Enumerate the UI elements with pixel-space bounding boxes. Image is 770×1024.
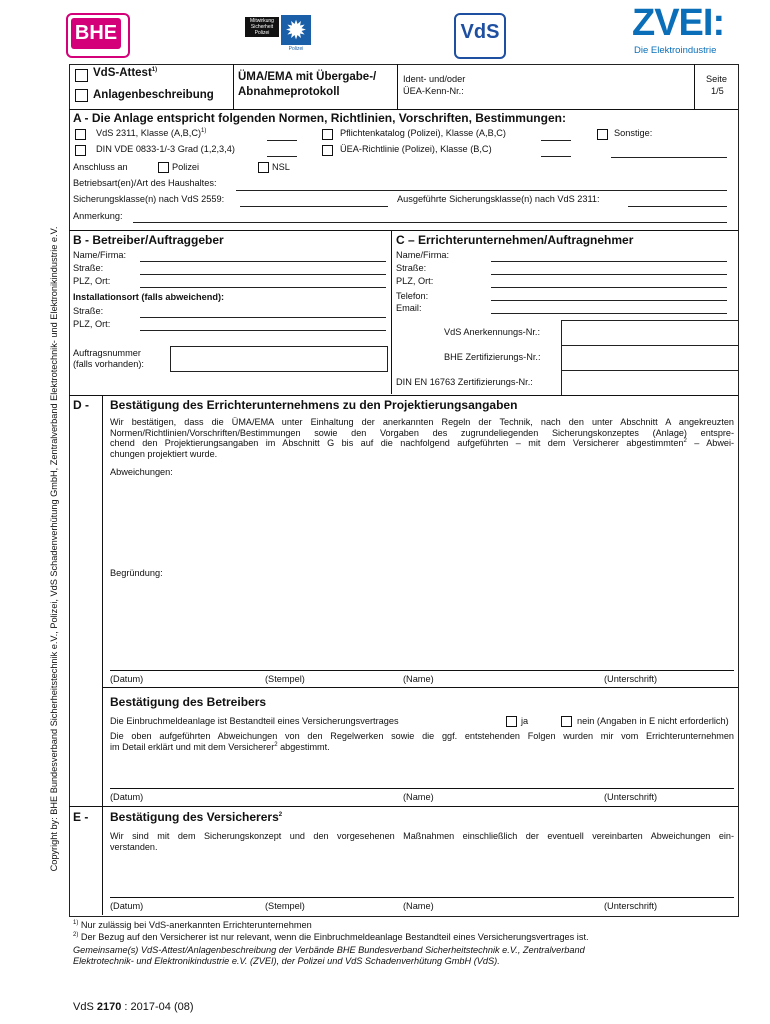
c-telefon-field[interactable] xyxy=(491,300,727,301)
anlagenbeschreibung-checkbox[interactable] xyxy=(75,89,88,102)
c-email-field[interactable] xyxy=(491,313,727,314)
b-plz2-field[interactable] xyxy=(140,330,386,331)
pflichtenkatalog-label: Pflichtenkatalog (Polizei), Klasse (A,B,C) xyxy=(340,128,506,138)
ident-label-line1: Ident- und/oder xyxy=(403,74,466,84)
c-name-label: Name/Firma: xyxy=(396,250,450,260)
ja-checkbox[interactable] xyxy=(506,716,517,727)
sig-name: (Name) xyxy=(403,674,434,684)
vds-logo-text: VdS xyxy=(460,21,500,43)
section-b-title: B - Betreiber/Auftraggeber xyxy=(73,233,224,247)
police-logo-caption: Polizei xyxy=(288,46,304,52)
b-strasse-label: Straße: xyxy=(73,263,104,273)
b-plz-label: PLZ, Ort: xyxy=(73,276,111,286)
anlagenbeschreibung-label: Anlagenbeschreibung xyxy=(93,89,214,101)
c-telefon-label: Telefon: xyxy=(396,291,429,301)
ja-label: ja xyxy=(521,716,529,726)
police-logo-line: Mitwirkung xyxy=(250,18,274,24)
divider xyxy=(69,806,738,807)
police-star-icon: ✹ xyxy=(281,15,311,45)
b-install-label: Installationsort (falls abweichend): xyxy=(73,292,225,302)
vds2311-label: VdS 2311, Klasse $(A,B,C)^{1)}$ xyxy=(96,127,207,138)
din-zertifizierung-field[interactable] xyxy=(561,370,739,396)
c-strasse-label: Straße: xyxy=(396,263,427,273)
footnote-italic-line2: Elektrotechnik- und Elektronikindustrie e.V. (ZVEI), der Polizei und VdS Schadenverhütung GmbH (VdS). xyxy=(73,956,500,966)
section-c-title: C – Errichterunternehmen/Auftragnehmer xyxy=(396,233,634,247)
sig2-name: (Name) xyxy=(403,792,434,802)
nsl-checkbox[interactable] xyxy=(258,162,269,173)
bhe-zertifizierung-field[interactable] xyxy=(561,345,739,371)
b-strasse2-label: Straße: xyxy=(73,306,104,316)
vds-anerkennung-label: VdS Anerkennungs-Nr.: xyxy=(444,327,541,337)
sig3-name: (Name) xyxy=(403,901,434,911)
b-name-field[interactable] xyxy=(140,261,386,262)
nein-checkbox[interactable] xyxy=(561,716,572,727)
divider xyxy=(397,64,398,109)
signature-line xyxy=(110,670,734,671)
begruendung-field[interactable] xyxy=(110,581,730,665)
para-line: Wir sind mit dem Sicherungskonzept und den vorgesehenen Maßnahmen einschließlich der eventuell vereinbarten Abweichungen ein- xyxy=(110,831,734,841)
c-name-field[interactable] xyxy=(491,261,727,262)
b-plz-field[interactable] xyxy=(140,287,386,288)
sig3-datum: (Datum) xyxy=(110,901,144,911)
betriebsart-label: Betriebsart(en)/Art des Haushaltes: xyxy=(73,178,217,188)
page-label: Seite xyxy=(706,74,727,84)
divider xyxy=(69,109,738,110)
anmerkung-field[interactable] xyxy=(133,222,727,223)
section-e-label: E - xyxy=(73,810,89,824)
sonstige-label: Sonstige: xyxy=(614,128,653,138)
c-email-label: Email: xyxy=(396,303,422,313)
b-plz2-label: PLZ, Ort: xyxy=(73,319,111,329)
divider xyxy=(694,64,695,109)
abweichungen-field[interactable] xyxy=(110,480,730,564)
para-line: verstanden. xyxy=(110,841,158,852)
bhe-logo-inner: BHE xyxy=(71,18,121,49)
para-line: Wir bestätigen, dass die ÜMA/EMA unter Einhaltung der anerkannten Regeln der Technik, nach den unter Abschnitt A angekreuzten xyxy=(110,417,734,427)
ausgefuehrt-label: Ausgeführte Sicherungsklasse(n) nach VdS 2311: xyxy=(397,194,600,204)
vds-attest-checkbox[interactable] xyxy=(75,69,88,82)
c-plz-field[interactable] xyxy=(491,287,727,288)
einbruch-label: Die Einbruchmeldeanlage ist Bestandteil eines Versicherungsvertrages xyxy=(110,716,399,726)
side-copyright: Copyright by: BHE Bundesverband Sicherheitstechnik e.V., Polizei, VdS Schadenverhütung GmbH, Zentralverband Elektrotechnik- und Elektronikindustrie e.V. xyxy=(49,226,59,872)
footnote-1: $^{1)}$ Nur zulässig bei VdS-anerkannten Errichterunternehmen xyxy=(73,919,312,930)
police-logo xyxy=(245,17,313,57)
ident-label-line2: ÜEA-Kenn-Nr.: xyxy=(403,86,464,96)
auftrag-label-line2: (falls vorhanden): xyxy=(73,359,144,369)
section-e-title: Bestätigung des Versicherers$^2$ xyxy=(110,810,283,824)
auftrag-label-line1: Auftragsnummer xyxy=(73,348,141,358)
section-d-title: Bestätigung des Errichterunternehmens zu den Projektierungsangaben xyxy=(110,398,518,412)
uea-richtlinie-class-field[interactable] xyxy=(541,156,571,157)
nsl-label: NSL xyxy=(272,162,290,172)
begruendung-label: Begründung: xyxy=(110,568,163,578)
para-line: Normen/Richtlinien/Vorschriften/Bestimmungen sowie den Vorgaben des zugrundeliegenden Sicherungskonzeptes (Anlage) entspre- xyxy=(110,427,734,438)
divider xyxy=(233,64,234,109)
betreiber-title: Bestätigung des Betreibers xyxy=(110,695,267,709)
section-d-paragraph xyxy=(110,417,734,459)
auftrag-field[interactable] xyxy=(170,346,388,372)
din-vde-checkbox[interactable] xyxy=(75,145,86,156)
nein-label: nein (Angaben in E nicht erforderlich) xyxy=(577,716,729,726)
divider xyxy=(102,395,103,915)
vds2311-checkbox[interactable] xyxy=(75,129,86,140)
din-vde-grade-field[interactable] xyxy=(267,156,297,157)
sig-stempel: (Stempel) xyxy=(265,674,305,684)
vds2311-class-field[interactable] xyxy=(267,140,297,141)
anmerkung-label: Anmerkung: xyxy=(73,211,123,221)
c-strasse-field[interactable] xyxy=(491,274,727,275)
police-logo-line: Polizei xyxy=(254,30,270,36)
footnote-italic-line1: Gemeinsame(s) VdS-Attest/Anlagenbeschreibung der Verbände BHE Bundesverband Sicherheitstechnik e.V., Zentralverband xyxy=(73,945,585,955)
din-zertifizierung-label: DIN EN 16763 Zertifizierungs-Nr.: xyxy=(396,377,533,387)
page-number: 1/5 xyxy=(711,86,724,96)
section-a-title: A - Die Anlage entspricht folgenden Normen, Richtlinien, Vorschriften, Bestimmungen: xyxy=(73,111,566,125)
versicherer-signature-area[interactable] xyxy=(110,858,734,894)
sonstige-field[interactable] xyxy=(611,157,727,158)
document-code: VdS 2170 : 2017-04 (08) xyxy=(73,1001,194,1013)
signature-line xyxy=(110,788,734,789)
vds-anerkennung-field[interactable] xyxy=(561,320,739,346)
para-line: Die oben aufgeführten Abweichungen von den Regelwerken sowie die ggf. entstehenden Folgen wurden mir vom Errichterunternehmen xyxy=(110,731,734,741)
divider xyxy=(102,687,738,688)
signature-line xyxy=(110,897,734,898)
para-line: chend den Projektierungsangaben im Abschnitt G bis auf die nachfolgend aufgeführten – mit dem Versicherer abgestimmten$^2$ – Abwei- xyxy=(110,437,735,448)
divider xyxy=(69,230,738,231)
footnote-2: $^{2)}$ Der Bezug auf den Versicherer ist nur relevant, wenn die Einbruchmeldeanlage Bestandteil eines Versicherungsvertrages ist. xyxy=(73,931,589,942)
police-logo-text xyxy=(245,17,279,37)
b-name-label: Name/Firma: xyxy=(73,250,127,260)
para-line: im Detail erklärt und mit dem Versicherer$^2$ abgestimmt. xyxy=(110,741,330,752)
zvei-logo-subtitle: Die Elektroindustrie xyxy=(634,45,717,56)
section-d-label: D - xyxy=(73,398,89,412)
betreiber-signature-area[interactable] xyxy=(110,756,734,786)
sig2-unterschrift: (Unterschrift) xyxy=(604,792,658,802)
para-line: chungen projektiert wurde. xyxy=(110,448,218,459)
sicherungsklasse-label: Sicherungsklasse(n) nach VdS 2559: xyxy=(73,194,225,204)
vds-attest-label: VdS-Attest$^{1)}$ xyxy=(93,67,158,79)
pflichtenkatalog-class-field[interactable] xyxy=(541,140,571,141)
pflichtenkatalog-checkbox[interactable] xyxy=(322,129,333,140)
police-logo-line: Sicherheit xyxy=(250,24,274,30)
c-plz-label: PLZ, Ort: xyxy=(396,276,434,286)
sig-unterschrift: (Unterschrift) xyxy=(604,674,658,684)
sig-datum: (Datum) xyxy=(110,674,144,684)
sig2-datum: (Datum) xyxy=(110,792,144,802)
polizei-checkbox[interactable] xyxy=(158,162,169,173)
uea-richtlinie-checkbox[interactable] xyxy=(322,145,333,156)
abweichungen-label: Abweichungen: xyxy=(110,467,173,477)
b-strasse2-field[interactable] xyxy=(140,317,386,318)
betriebsart-field[interactable] xyxy=(236,190,727,191)
sig3-unterschrift: (Unterschrift) xyxy=(604,901,658,911)
bhe-zertifizierung-label: BHE Zertifizierungs-Nr.: xyxy=(444,352,541,362)
polizei-label: Polizei xyxy=(172,162,200,172)
sonstige-checkbox[interactable] xyxy=(597,129,608,140)
ausgefuehrt-field[interactable] xyxy=(628,206,727,207)
divider xyxy=(69,395,738,396)
betreiber-paragraph xyxy=(110,731,734,752)
anschluss-label: Anschluss an xyxy=(73,162,128,172)
bhe-logo xyxy=(66,13,130,58)
form-title-line2: Abnahmeprotokoll xyxy=(238,86,340,98)
zvei-logo: ZVEI: xyxy=(632,2,725,44)
form-title-line1: ÜMA/EMA mit Übergabe-/ xyxy=(238,71,377,83)
din-vde-label: DIN VDE 0833-1/-3 Grad (1,2,3,4) xyxy=(96,144,235,154)
b-strasse-field[interactable] xyxy=(140,274,386,275)
section-e-paragraph xyxy=(110,831,734,852)
uea-richtlinie-label: ÜEA-Richtlinie (Polizei), Klasse (B,C) xyxy=(340,144,492,154)
sicherungsklasse-field[interactable] xyxy=(240,206,388,207)
divider xyxy=(391,230,392,394)
vds-logo xyxy=(454,13,506,59)
sig3-stempel: (Stempel) xyxy=(265,901,305,911)
